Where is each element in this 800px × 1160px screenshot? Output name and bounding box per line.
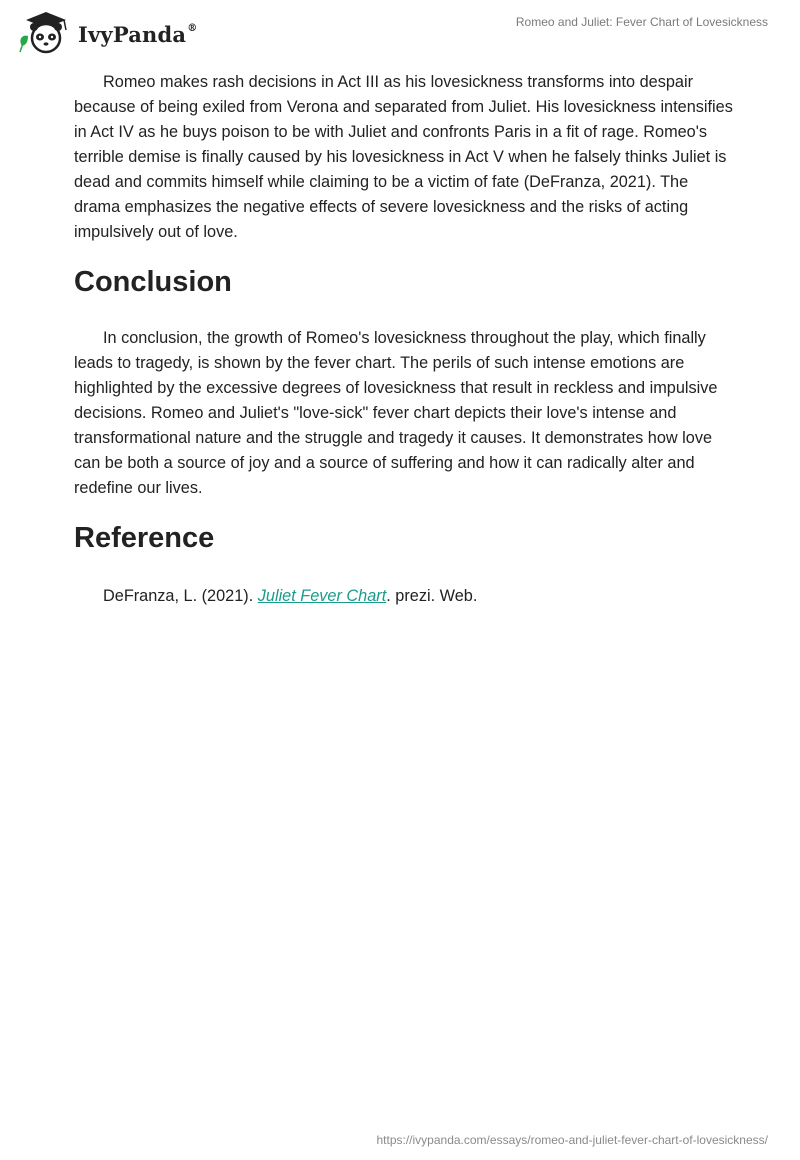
logo-text: IvyPanda bbox=[78, 21, 187, 47]
reference-publisher: . prezi. Web. bbox=[386, 587, 478, 605]
panda-graduate-icon bbox=[16, 10, 76, 56]
ivypanda-logo[interactable] bbox=[16, 10, 197, 56]
document-title: Romeo and Juliet: Fever Chart of Lovesickness bbox=[515, 15, 768, 29]
body-paragraph: Romeo makes rash decisions in Act III as his lovesickness transforms into despair because of being exiled from Verona and separated from Juliet. His lovesickness intensifies in Act IV as he buys poison to be with Juliet and confronts Paris in a fit of rage. Romeo's terrible demise is finally caused by his lovesickness in Act V when he falsely thinks Juliet is dead and commits himself while claiming to be a victim of fate (DeFranza, 2021). The drama emphasizes the negative effects of severe lovesickness and the risks of acting impulsively out of love. bbox=[74, 73, 733, 241]
page-header bbox=[0, 0, 800, 60]
reference-heading: Reference bbox=[74, 522, 215, 554]
registered-mark: ® bbox=[187, 22, 198, 34]
essay-content bbox=[74, 70, 734, 609]
conclusion-heading: Conclusion bbox=[74, 266, 232, 298]
reference-entry bbox=[74, 584, 734, 609]
footer-url[interactable]: https://ivypanda.com/essays/romeo-and-juliet-fever-chart-of-lovesickness/ bbox=[376, 1133, 768, 1147]
reference-link[interactable]: Juliet Fever Chart bbox=[257, 587, 387, 605]
reference-author-year: DeFranza, L. (2021). bbox=[103, 587, 258, 605]
logo-wordmark bbox=[78, 22, 197, 47]
conclusion-paragraph: In conclusion, the growth of Romeo's lovesickness throughout the play, which finally leads to tragedy, is shown by the fever chart. The perils of such intense emotions are highlighted by the excessive degrees of lovesickness that result in reckless and impulsive decisions. Romeo and Juliet's "love-sick" fever chart depicts their love's intense and transformational nature and the struggle and tragedy it causes. It demonstrates how love can be both a source of joy and a source of suffering and how it can radically alter and redefine our lives. bbox=[74, 329, 718, 497]
